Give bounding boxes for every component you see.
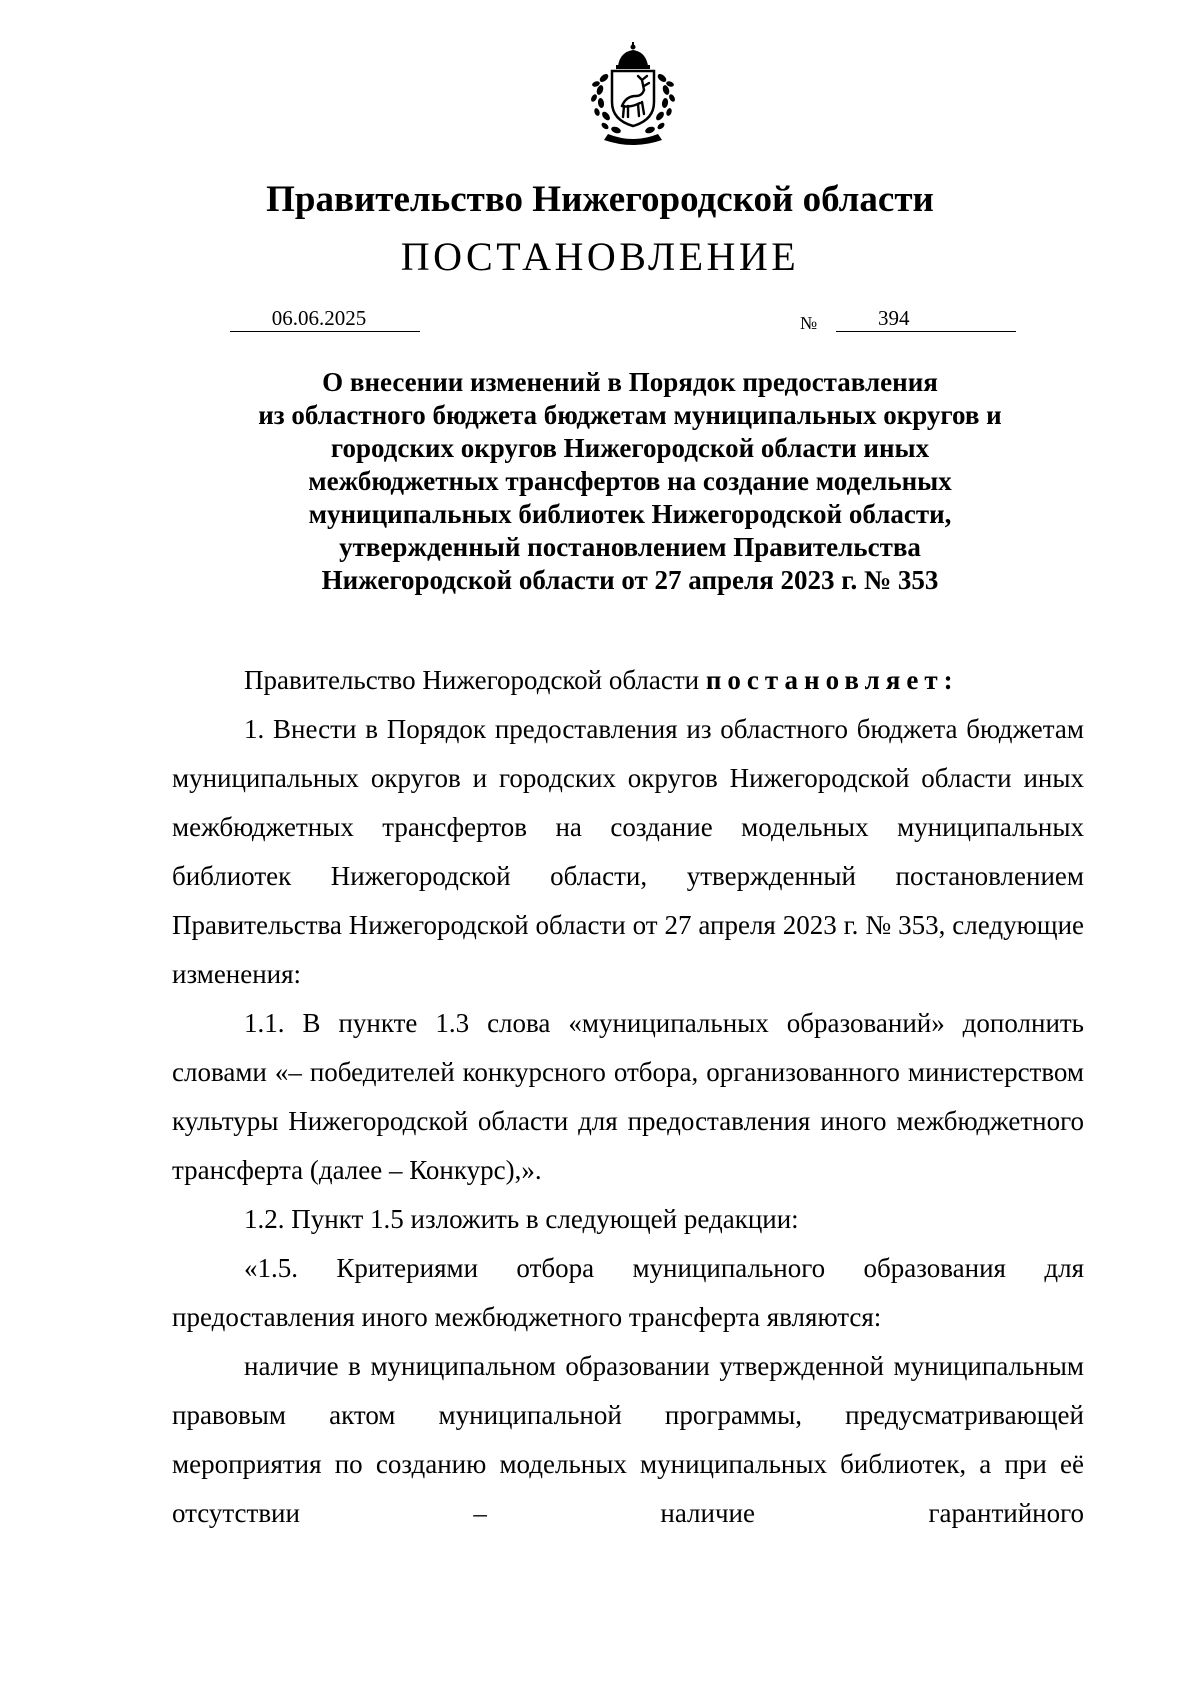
- heading-line: из областного бюджета бюджетам муниципальных округов и: [258, 400, 1002, 430]
- heading-line: О внесении изменений в Порядок предоставления: [322, 367, 938, 397]
- paragraph-1-1: 1.1. В пункте 1.3 слова «муниципальных образований» дополнить словами «– победителей конкурсного отбора, организованного министерством культуры Нижегородской области для предоставления иного межбюджетного трансферта (далее – Конкурс),».: [172, 1008, 1084, 1185]
- government-title: Правительство Нижегородской области: [266, 179, 934, 220]
- coat-of-arms-emblem: [578, 40, 688, 148]
- heading-line: муниципальных библиотек Нижегородской области,: [308, 499, 952, 529]
- intro-emphasis: постановляет:: [705, 665, 959, 695]
- heading-line: межбюджетных трансфертов на создание модельных: [308, 466, 952, 496]
- paragraph-1: 1. Внести в Порядок предоставления из областного бюджета бюджетам муниципальных округов и городских округов Нижегородской области иных межбюджетных трансфертов на создание модельных муниципальных библиотек Нижегородской области, утвержденный постановлением Правительства Нижегородской области от 27 апреля 2023 г. № 353, следующие изменения:: [172, 714, 1084, 989]
- document-type: ПОСТАНОВЛЕНИЕ: [400, 234, 800, 279]
- document-number: 394: [836, 305, 1016, 332]
- document-body: [172, 656, 1084, 1538]
- document-date: 06.06.2025: [230, 305, 420, 332]
- number-label: №: [800, 313, 818, 333]
- paragraph-criteria: наличие в муниципальном образовании утвержденной муниципальным правовым актом муниципальной программы, предусматривающей мероприятия по созданию модельных муниципальных библиотек, а при её отсутствии – наличие гарантийного: [172, 1351, 1084, 1528]
- document-heading: [170, 366, 1090, 597]
- intro-paragraph: [172, 656, 1084, 705]
- heading-line: утвержденный постановлением Правительства: [339, 532, 921, 562]
- paragraph-1-5: «1.5. Критериями отбора муниципального образования для предоставления иного межбюджетного трансферта являются:: [172, 1253, 1084, 1332]
- heading-line: городских округов Нижегородской области иных: [330, 433, 930, 463]
- paragraph-1-2: 1.2. Пункт 1.5 изложить в следующей редакции:: [244, 1204, 799, 1234]
- intro-text: Правительство Нижегородской области: [244, 665, 706, 695]
- heading-line: Нижегородской области от 27 апреля 2023 г. № 353: [321, 565, 939, 595]
